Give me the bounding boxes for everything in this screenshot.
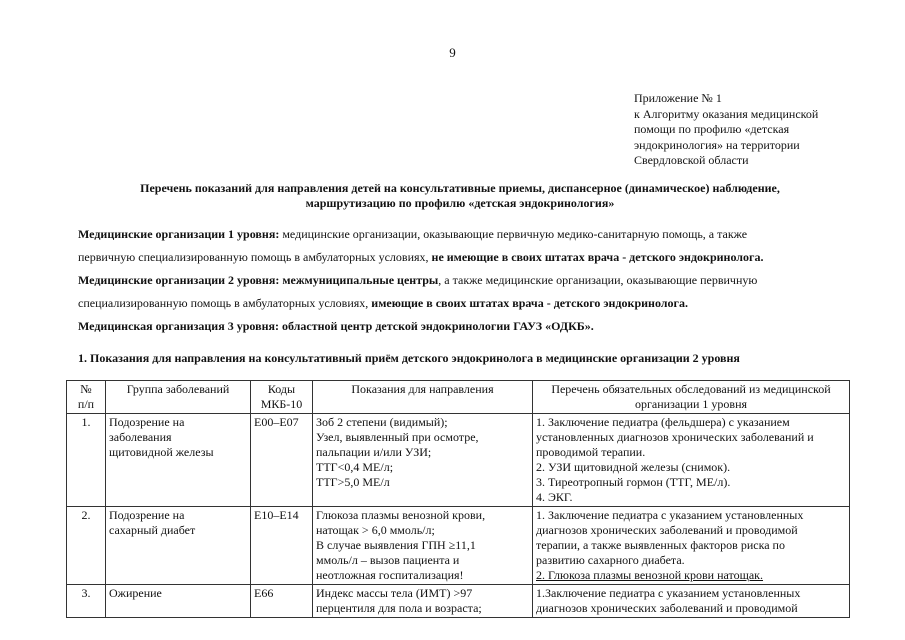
level3-paragraph: Медицинская организация 3 уровня: областной центр детской эндокринологии ГАУЗ «ОДКБ». bbox=[78, 319, 594, 333]
header-num: № п/п bbox=[67, 381, 106, 414]
appendix-line: Свердловской области bbox=[634, 153, 749, 167]
table-row bbox=[67, 507, 850, 585]
level1-text-cont: первичную специализированную помощь в амбулаторных условиях, bbox=[78, 250, 432, 264]
row-group: Подозрение на сахарный диабет bbox=[106, 507, 251, 585]
row-indications: Зоб 2 степени (видимый); Узел, выявленный при осмотре, пальпации и/или УЗИ; ТТГ<0,4 МЕ/л; ТТГ>5,0 МЕ/л bbox=[313, 414, 533, 507]
appendix-note bbox=[634, 91, 894, 169]
appendix-line: помощи по профилю «детская bbox=[634, 122, 790, 136]
row-codes: E66 bbox=[251, 585, 313, 618]
row-indications: Глюкоза плазмы венозной крови, натощак > 6,0 ммоль/л; В случае выявления ГПН ≥11,1 ммоль/л – вызов пациента и неотложная госпитализация! bbox=[313, 507, 533, 585]
row-codes: E00–E07 bbox=[251, 414, 313, 507]
table-row bbox=[67, 414, 850, 507]
appendix-line: к Алгоритму оказания медицинской bbox=[634, 106, 819, 121]
row-num: 2. bbox=[67, 507, 106, 585]
header-codes: Коды МКБ-10 bbox=[251, 381, 313, 414]
indications-table bbox=[66, 380, 850, 618]
table-header-row bbox=[67, 381, 850, 414]
level2-paragraph bbox=[78, 273, 848, 288]
level1-bold-tail: не имеющие в своих штатах врача - детского эндокринолога. bbox=[431, 250, 764, 264]
level2-text-cont: специализированную помощь в амбулаторных условиях, bbox=[78, 296, 372, 310]
appendix-line: Приложение № 1 bbox=[634, 91, 722, 105]
level1-paragraph-cont bbox=[78, 250, 848, 265]
table-row bbox=[67, 585, 850, 618]
row-num: 3. bbox=[67, 585, 106, 618]
row-num: 1. bbox=[67, 414, 106, 507]
header-group: Группа заболеваний bbox=[106, 381, 251, 414]
row-indications: Индекс массы тела (ИМТ) >97 перцентиля для пола и возраста; bbox=[313, 585, 533, 618]
row-group: Ожирение bbox=[106, 585, 251, 618]
title-line: Перечень показаний для направления детей на консультативные приемы, диспансерное (динамическое) наблюдение, bbox=[140, 181, 780, 195]
level2-paragraph-cont bbox=[78, 296, 848, 311]
header-indications: Показания для направления bbox=[313, 381, 533, 414]
row-exams: 1.Заключение педиатра с указанием установленных диагнозов хронических заболеваний и проводимой bbox=[533, 585, 850, 618]
row-group: Подозрение на заболевания щитовидной железы bbox=[106, 414, 251, 507]
section-title: 1. Показания для направления на консультативный приём детского эндокринолога в медицинские организации 2 уровня bbox=[78, 351, 740, 365]
level1-text: медицинские организации, оказывающие первичную медико-санитарную помощь, а также bbox=[279, 227, 748, 241]
level1-paragraph bbox=[78, 227, 848, 242]
page-number: 9 bbox=[449, 45, 456, 60]
row-codes: E10–E14 bbox=[251, 507, 313, 585]
level2-text: , а также медицинские организации, оказывающие первичную bbox=[438, 273, 758, 287]
level2-label: Медицинские организации 2 уровня: межмуниципальные центры bbox=[78, 273, 439, 287]
appendix-line: эндокринология» на территории bbox=[634, 137, 800, 152]
document-title bbox=[80, 181, 840, 211]
level1-label: Медицинские организации 1 уровня: bbox=[78, 227, 280, 241]
level2-bold-tail: имеющие в своих штатах врача - детского эндокринолога. bbox=[371, 296, 688, 310]
row-exams: 1. Заключение педиатра (фельдшера) с указанием установленных диагнозов хронических заболеваний и проводимой терапии. 2. УЗИ щитовидной железы (снимок). 3. Тиреотропный гормон (ТТГ, МЕ/л). 4. ЭКГ. bbox=[533, 414, 850, 507]
title-line: маршрутизацию по профилю «детская эндокринология» bbox=[305, 196, 615, 210]
header-exams: Перечень обязательных обследований из медицинской организации 1 уровня bbox=[533, 381, 850, 414]
row-exams: 1. Заключение педиатра с указанием установленных диагнозов хронических заболеваний и проводимой терапии, а также выявленных факторов риска по развитию сахарного диабета. 2. Глюкоза плазмы венозной крови натощак. bbox=[533, 507, 850, 585]
